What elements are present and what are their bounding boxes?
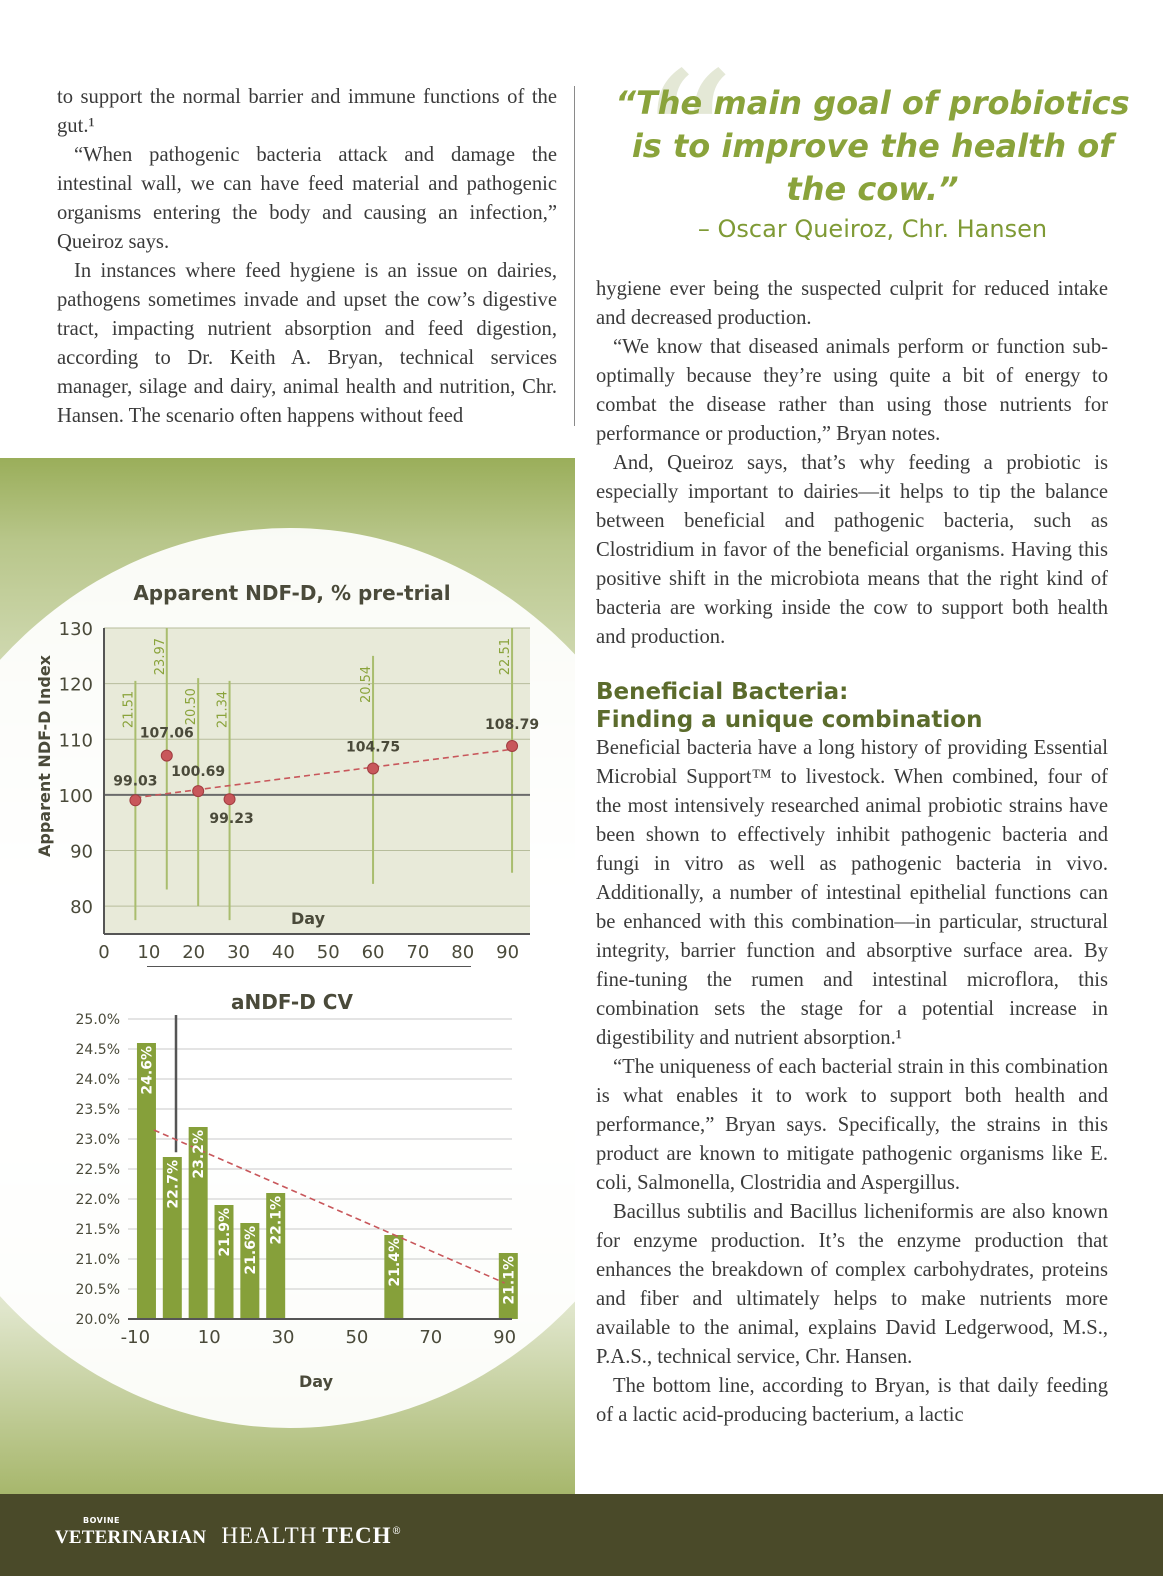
ndf-d-x-axis-label: Day	[290, 909, 326, 928]
logo-bovine-text: BOVINE	[83, 1516, 121, 1525]
andf-d-cv-y-tick-1: 20.5%	[75, 1282, 120, 1298]
logo-tech-text: TECH	[322, 1523, 392, 1548]
right-paragraph-7: The bottom line, according to Bryan, is that daily feeding of a lactic acid-producing bacterium, a lactic	[596, 1375, 1108, 1426]
ndf-d-y-axis-label: Apparent NDF-D Index	[35, 654, 54, 858]
right-paragraph-5: “The uniqueness of each bacterial strain in this combination is what enables it to work to support both health and performance,” Bryan says. Specifically, the strains in this product are known to mitigate pathogenic organisms like E. coli, Salmonella, Clostridia and Aspergillus.	[596, 1056, 1108, 1194]
andf-d-cv-x-tick-2: 30	[271, 1327, 295, 1348]
left-paragraph-3: In instances where feed hygiene is an issue on dairies, pathogens sometimes invade and upset the cow’s digestive tract, impacting nutrient absorption and feed digestion, according to Dr. Keith A. Bryan, technical services manager, silage and dairy, animal health and nutrition, Chr. Hansen. The scenario often happens without feed	[57, 260, 557, 427]
andf-d-cv-bars	[137, 1043, 518, 1319]
logo-registered-mark: ®	[391, 1526, 402, 1537]
ndf-d-point-label-0: 99.03	[113, 773, 158, 790]
ndf-d-y-tick-4: 120	[58, 674, 93, 696]
ndf-d-y-tick-2: 100	[58, 785, 93, 807]
andf-d-cv-y-tick-labels	[76, 1012, 120, 1328]
ndf-d-x-tick-2: 20	[182, 942, 206, 963]
andf-d-cv-y-tick-3: 21.5%	[75, 1222, 120, 1238]
section-heading-line-2: Finding a unique combination	[596, 707, 983, 733]
pull-quote	[600, 32, 1145, 253]
ndf-d-x-tick-1: 10	[137, 942, 161, 963]
ndf-d-y-tick-0: 80	[70, 897, 93, 919]
andf-d-cv-chart	[0, 978, 575, 1398]
andf-d-cv-bar-label-6: 21.4%	[386, 1238, 403, 1287]
right-paragraph-3: And, Queiroz says, that’s why feeding a probiotic is especially important to dairies—it helps to tip the balance between beneficial and pathogenic bacteria, such as Clostridium in favor of the beneficial organisms. Having this positive shift in the microbiota means that the right kind of bacteria are working inside the cow to support both health and production.	[596, 452, 1108, 648]
right-paragraph-4: Beneficial bacteria have a long history of providing Essential Microbial Support™ to livestock. When combined, four of the most intensively researched animal probiotic strains have been shown to effectively inhibit pathogenic bacteria and fungi in vitro as well as pathogenic bacteria in vivo. Additionally, a number of intestinal epithelial functions can be enhanced with this combination—in particular, structural integrity, barrier function and absorptive surface area. By fine-tuning the rumen and intestinal microflora, this combination sets the stage for a potential increase in digestibility and nutrient absorption.¹	[596, 737, 1108, 1049]
ndf-d-point-4	[368, 763, 379, 774]
left-paragraph-2: “When pathogenic bacteria attack and damage the intestinal wall, we can have feed material and pathogenic organisms entering the body and causing an infection,” Queiroz says.	[57, 144, 557, 253]
ndf-d-point-2	[193, 786, 204, 797]
ndf-d-x-tick-5: 50	[316, 942, 340, 963]
ndf-d-plot-background	[104, 628, 530, 934]
andf-d-cv-bar-label-0: 24.6%	[139, 1046, 156, 1095]
andf-d-cv-x-axis-label: Day	[298, 1372, 334, 1391]
chart-panel	[0, 458, 575, 1494]
ndf-d-x-tick-3: 30	[227, 942, 250, 963]
andf-d-cv-x-tick-5: 90	[493, 1327, 517, 1348]
andf-d-cv-y-tick-4: 22.0%	[75, 1192, 120, 1208]
ndf-d-point-label-1: 107.06	[139, 725, 194, 742]
ndf-d-x-tick-8: 80	[451, 942, 475, 963]
ndf-d-point-label-2: 100.69	[171, 764, 226, 781]
logo-veterinarian-text: VETERINARIAN	[55, 1527, 207, 1548]
andf-d-cv-y-tick-7: 23.5%	[75, 1102, 120, 1118]
column-divider	[574, 86, 575, 426]
andf-d-cv-x-tick-labels	[121, 1327, 516, 1348]
andf-d-cv-bar-label-2: 23.2%	[191, 1130, 208, 1179]
andf-d-cv-y-tick-8: 24.0%	[75, 1072, 120, 1088]
ndf-d-point-0	[130, 795, 141, 806]
andf-d-cv-x-tick-4: 70	[419, 1327, 443, 1348]
footer-bar	[0, 1494, 1163, 1576]
section-heading-line-1: Beneficial Bacteria:	[596, 679, 849, 705]
left-paragraph-1: to support the normal barrier and immune functions of the gut.¹	[57, 86, 557, 137]
ndf-d-y-tick-3: 110	[58, 730, 93, 752]
andf-d-cv-x-tick-0: -10	[120, 1327, 151, 1348]
andf-d-cv-y-tick-2: 21.0%	[75, 1252, 120, 1268]
ndf-d-point-1	[161, 750, 172, 761]
pull-quote-attribution: – Oscar Queiroz, Chr. Hansen	[697, 215, 1048, 243]
andf-d-cv-y-tick-6: 23.0%	[75, 1132, 120, 1148]
logo-health-text: HEALTH	[221, 1523, 318, 1548]
publication-logo	[55, 1514, 402, 1548]
andf-d-cv-y-tick-10: 25.0%	[75, 1012, 120, 1028]
andf-d-cv-bar-label-5: 22.1%	[268, 1196, 285, 1245]
right-paragraph-2: “We know that diseased animals perform or function sub-optimally because they’re using quite a bit of energy to combat the disease rather than using those nutrients for performance or production,” Bryan notes.	[596, 336, 1108, 445]
section-heading	[596, 678, 1108, 734]
ndf-d-x-tick-9: 90	[496, 942, 520, 963]
left-column-text	[57, 83, 557, 431]
chart-separator	[147, 966, 471, 967]
ndf-d-error-label-0: 21.51	[121, 690, 137, 729]
ndf-d-x-tick-0: 0	[98, 942, 110, 963]
andf-d-cv-bar-label-7: 21.1%	[501, 1256, 518, 1305]
quote-mark-icon: “	[638, 32, 736, 253]
andf-d-cv-chart-title: aNDF-D CV	[231, 990, 353, 1014]
andf-d-cv-y-tick-0: 20.0%	[75, 1312, 120, 1328]
ndf-d-point-label-4: 104.75	[346, 739, 401, 756]
andf-d-cv-gridlines	[128, 1019, 512, 1319]
right-paragraph-6: Bacillus subtilis and Bacillus licheniformis are also known for enzyme production. It’s the enzyme production that enhances the breakdown of complex carbohydrates, proteins and fiber and ultimately helps to make nutrients more available to the animal, explains David Ledgerwood, M.S., P.A.S., technical service, Chr. Hansen.	[596, 1201, 1108, 1368]
pull-quote-text: “The main goal of probiotics is to improve the health of the cow.”	[615, 84, 1130, 208]
ndf-d-x-tick-labels	[98, 942, 519, 963]
andf-d-cv-bar-label-1: 22.7%	[165, 1160, 182, 1209]
ndf-d-chart-title: Apparent NDF-D, % pre-trial	[133, 581, 451, 605]
andf-d-cv-x-tick-3: 50	[345, 1327, 369, 1348]
right-column-text	[596, 275, 1108, 1430]
andf-d-cv-bar-label-3: 21.9%	[217, 1208, 233, 1257]
ndf-d-point-label-5: 108.79	[485, 717, 540, 734]
andf-d-cv-y-tick-9: 24.5%	[75, 1042, 120, 1058]
ndf-d-error-label-2: 20.50	[184, 688, 200, 726]
ndf-d-point-3	[224, 794, 235, 805]
right-paragraph-1: hygiene ever being the suspected culprit for reduced intake and decreased production.	[596, 278, 1108, 329]
ndf-d-point-label-3: 99.23	[209, 811, 254, 828]
ndf-d-error-label-1: 23.97	[152, 638, 168, 676]
ndf-d-error-label-3: 21.34	[215, 690, 231, 729]
andf-d-cv-bar-label-4: 21.6%	[242, 1226, 259, 1275]
ndf-d-y-tick-labels	[59, 619, 93, 918]
ndf-d-y-tick-5: 130	[58, 619, 93, 640]
andf-d-cv-x-tick-1: 10	[197, 1327, 221, 1348]
ndf-d-error-label-5: 22.51	[498, 638, 514, 676]
ndf-d-error-label-4: 20.54	[359, 665, 375, 704]
andf-d-cv-y-tick-5: 22.5%	[75, 1162, 120, 1178]
ndf-d-y-tick-1: 90	[70, 841, 93, 863]
ndf-d-x-tick-6: 60	[361, 942, 385, 963]
ndf-d-x-tick-7: 70	[406, 942, 430, 963]
ndf-d-point-5	[507, 741, 518, 752]
ndf-d-x-tick-4: 40	[271, 942, 295, 963]
